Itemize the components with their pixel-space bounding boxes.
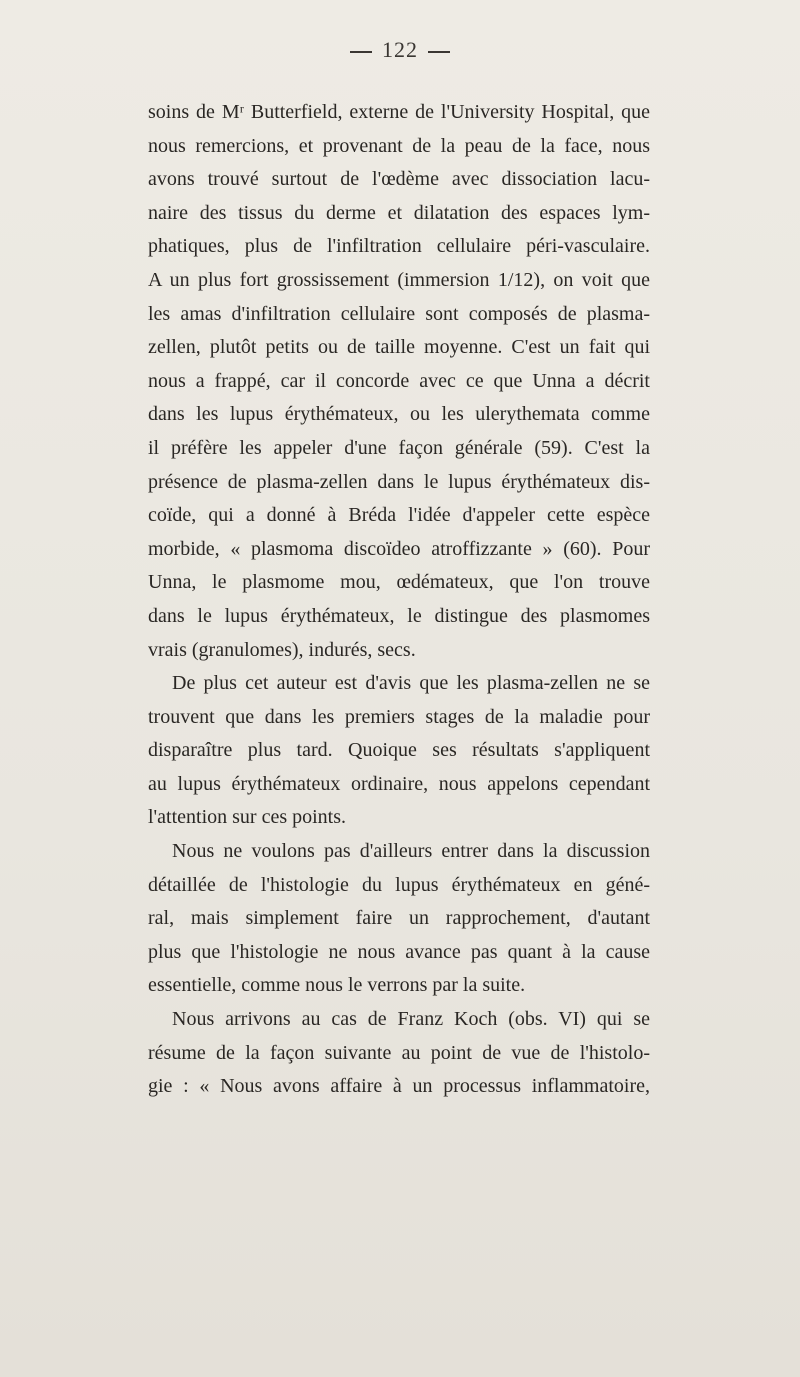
text-line: A un plus fort grossissement (immersion 1/12), on voit que bbox=[148, 268, 650, 291]
text-line: détaillée de l'histologie du lupus érythémateux en géné- bbox=[148, 873, 650, 896]
page-header bbox=[0, 37, 800, 63]
text-line: disparaître plus tard. Quoique ses résultats s'appliquent bbox=[148, 739, 650, 762]
text-line: les amas d'infiltration cellulaire sont composés de plasma- bbox=[148, 302, 650, 325]
text-line: il préfère les appeler d'une façon générale (59). C'est la bbox=[148, 436, 650, 459]
text-line: De plus cet auteur est d'avis que les plasma-zellen ne se bbox=[172, 672, 650, 695]
text-line: avons trouvé surtout de l'œdème avec dissociation lacu- bbox=[148, 168, 650, 191]
text-line: Nous arrivons au cas de Franz Koch (obs. VI) qui se bbox=[172, 1008, 650, 1031]
page-number: 122 bbox=[382, 37, 418, 62]
text-line: vrais (granulomes), indurés, secs. bbox=[148, 638, 416, 661]
header-dash-left bbox=[350, 51, 372, 53]
text-line: phatiques, plus de l'infiltration cellulaire péri-vasculaire. bbox=[148, 235, 650, 258]
text-line: résume de la façon suivante au point de vue de l'histolo- bbox=[148, 1041, 650, 1064]
text-line: ral, mais simplement faire un rapprochement, d'autant bbox=[148, 907, 650, 930]
text-line: zellen, plutôt petits ou de taille moyenne. C'est un fait qui bbox=[148, 336, 650, 359]
text-line: morbide, « plasmoma discoïdeo atroffizzante » (60). Pour bbox=[148, 537, 650, 560]
text-line: coïde, qui a donné à Bréda l'idée d'appeler cette espèce bbox=[148, 504, 650, 527]
text-line: dans le lupus érythémateux, le distingue des plasmomes bbox=[148, 604, 650, 627]
text-line: au lupus érythémateux ordinaire, nous appelons cependant bbox=[148, 772, 650, 795]
text-line: essentielle, comme nous le verrons par la suite. bbox=[148, 974, 526, 997]
text-line: nous remercions, et provenant de la peau de la face, nous bbox=[148, 134, 650, 157]
text-line: gie : « Nous avons affaire à un processus inflammatoire, bbox=[148, 1075, 650, 1098]
text-line: Nous ne voulons pas d'ailleurs entrer dans la discussion bbox=[172, 840, 650, 863]
text-line: plus que l'histologie ne nous avance pas quant à la cause bbox=[148, 940, 650, 963]
text-line: trouvent que dans les premiers stages de la maladie pour bbox=[148, 705, 650, 728]
header-dash-right bbox=[428, 51, 450, 53]
text-line: soins de Mʳ Butterfield, externe de l'University Hospital, que bbox=[148, 101, 650, 123]
text-line: dans les lupus érythémateux, ou les ulerythemata comme bbox=[148, 403, 650, 426]
body-text bbox=[148, 96, 650, 1104]
text-line: nous a frappé, car il concorde avec ce que Unna a décrit bbox=[148, 369, 650, 392]
text-line: naire des tissus du derme et dilatation des espaces lym- bbox=[148, 201, 650, 224]
text-line: l'attention sur ces points. bbox=[148, 806, 347, 829]
text-line: Unna, le plasmome mou, œdémateux, que l'on trouve bbox=[148, 571, 650, 594]
text-line: présence de plasma-zellen dans le lupus érythémateux dis- bbox=[148, 470, 650, 493]
